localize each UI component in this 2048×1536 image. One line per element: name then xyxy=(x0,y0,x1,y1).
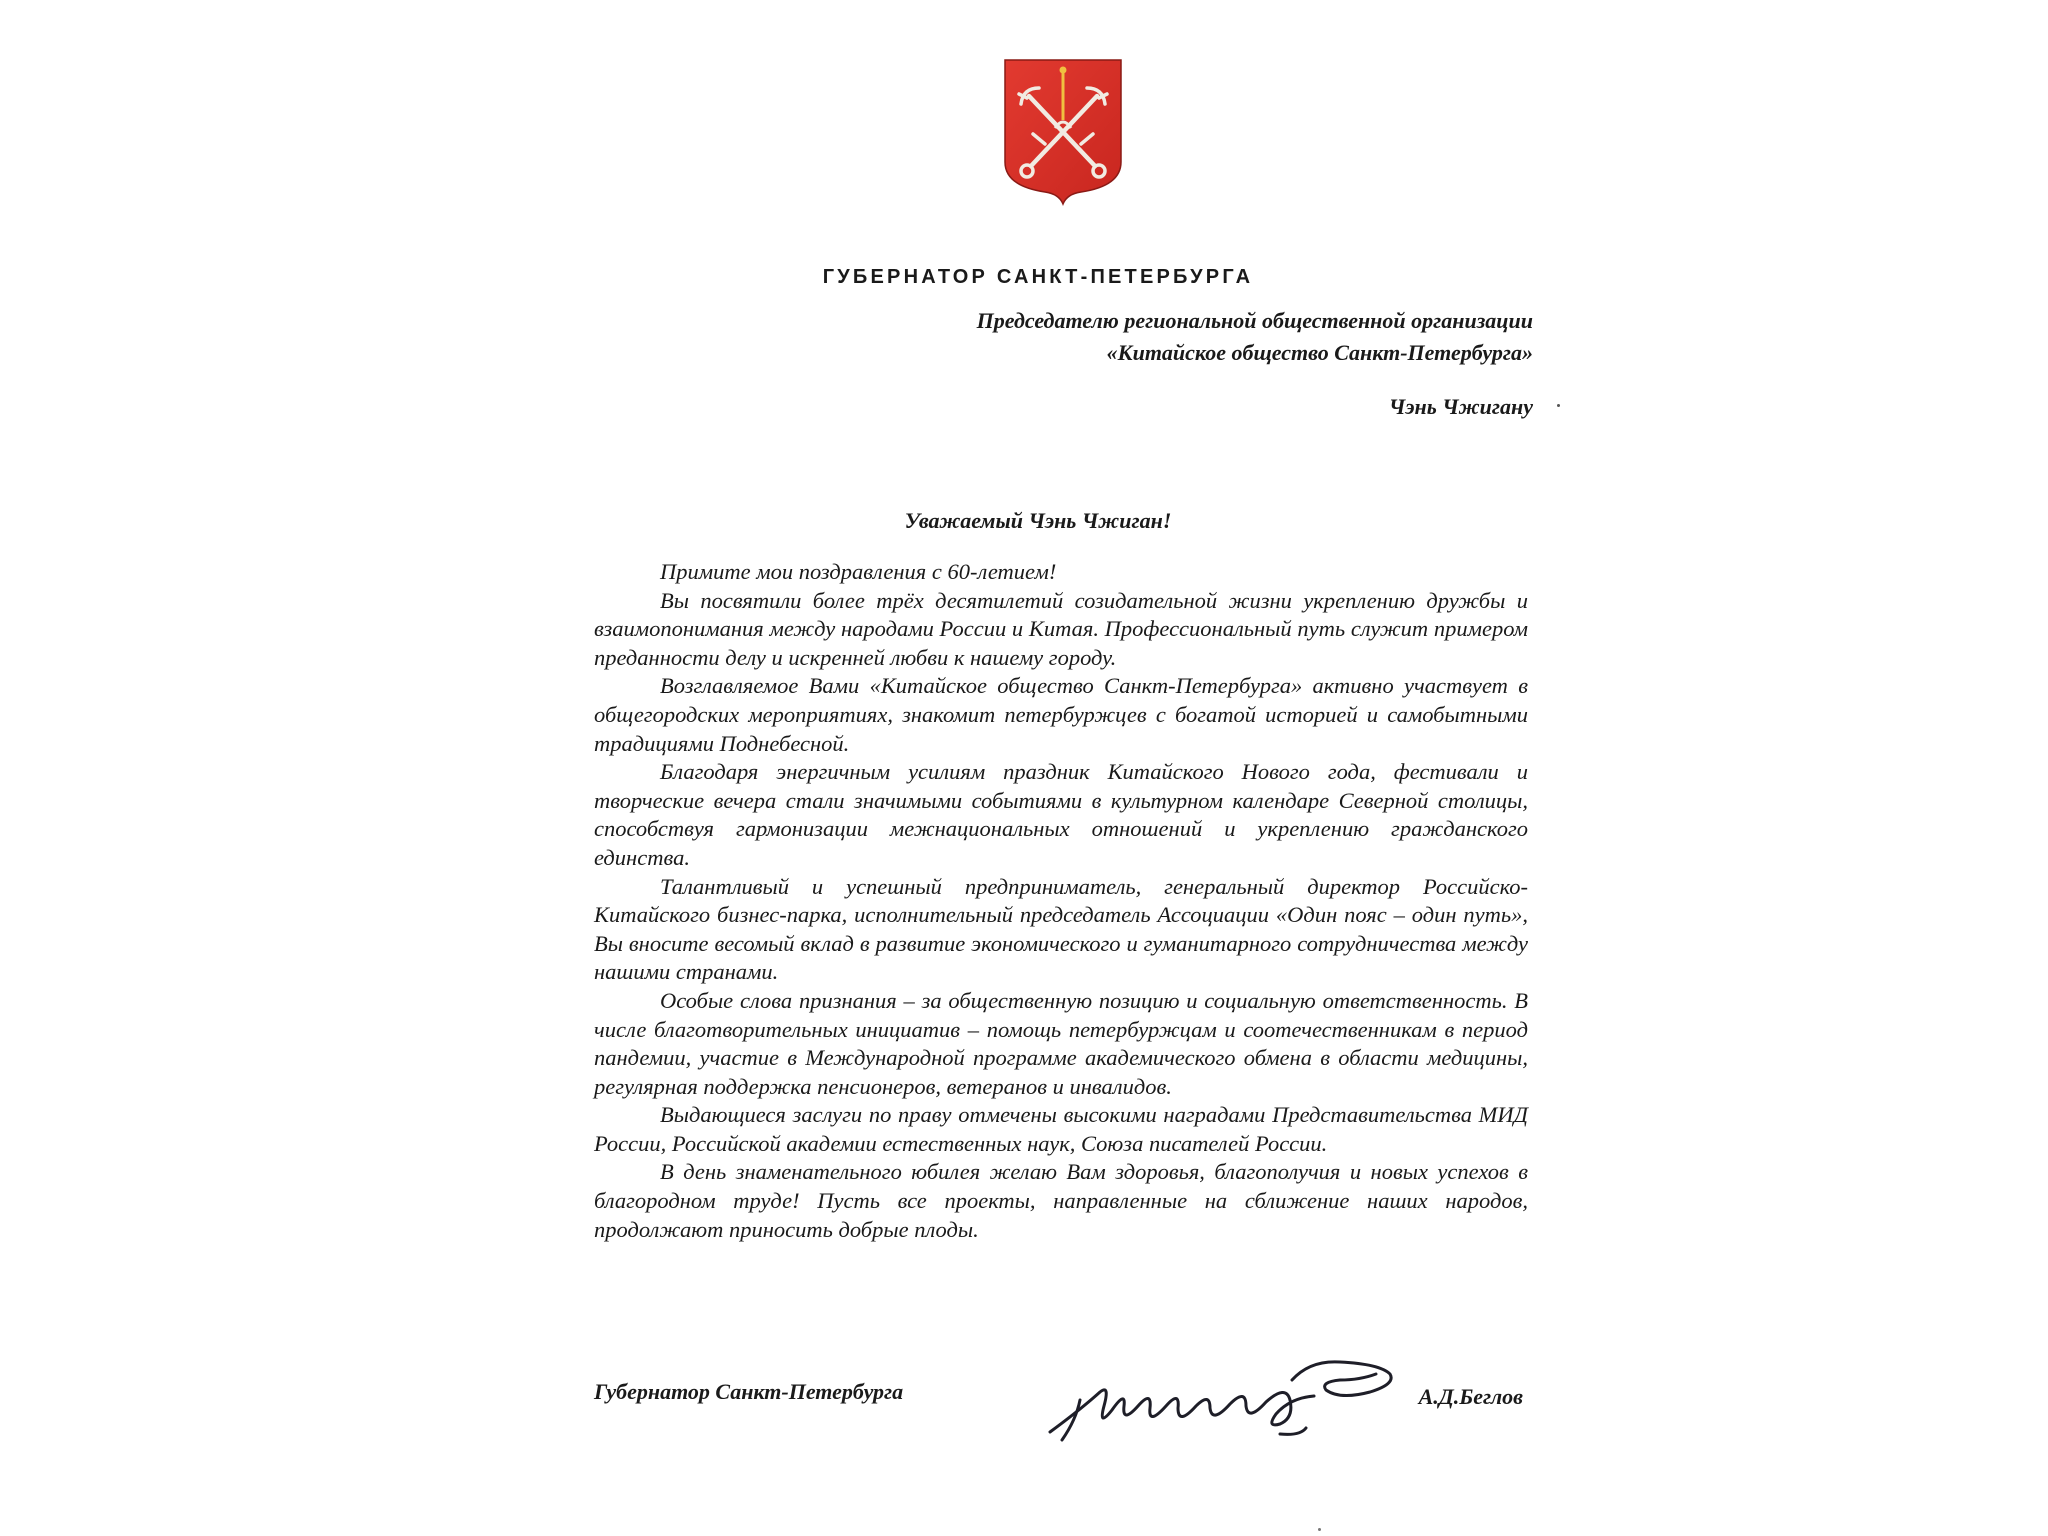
body-paragraph: Вы посвятили более трёх десятилетий созидательной жизни укреплению дружбы и взаимопонимания между народами России и Китая. Профессиональный путь служит примером преданности делу и искренней любви к нашему городу. xyxy=(594,587,1528,670)
body-paragraph: Благодаря энергичным усилиям праздник Китайского Нового года, фестивали и творческие вечера стали значимыми событиями в культурном календаре Северной столицы, способствуя гармонизации межнациональных отношений и укреплению гражданского единства. xyxy=(594,759,1528,870)
body-paragraph: Особые слова признания – за общественную позицию и социальную ответственность. В числе благотворительных инициатив – помощь петербуржцам и соотечественникам в период пандемии, участие в Международной программе академического обмена в области медицины, регулярная поддержка пенсионеров, ветеранов и инвалидов. xyxy=(594,987,1528,1099)
salutation: Уважаемый Чэнь Чжиган! xyxy=(904,508,1172,533)
scan-speck xyxy=(1557,404,1560,407)
body-paragraph: Возглавляемое Вами «Китайское общество Санкт-Петербурга» активно участвует в общегородских мероприятиях, знакомит петербуржцев с богатой историей и самобытными традициями Поднебесной. xyxy=(594,673,1528,756)
signer-name: А.Д.Беглов xyxy=(1418,1384,1523,1409)
office-title: ГУБЕРНАТОР САНКТ-ПЕТЕРБУРГА xyxy=(822,266,1254,288)
addressee-line-1: Председателю региональной общественной организации xyxy=(976,308,1533,333)
coat-of-arms-icon xyxy=(1003,58,1123,206)
signature-icon xyxy=(1040,1340,1430,1450)
addressee-name: Чэнь Чжигану xyxy=(1388,394,1533,419)
scan-speck xyxy=(1318,1528,1321,1531)
body-paragraph: Талантливый и успешный предприниматель, генеральный директор Российско-Китайского бизнес-парка, исполнительный председатель Ассоциации «Один пояс – один путь», Вы вносите весомый вклад в развитие экономического и гуманитарного сотрудничества между нашими странами. xyxy=(594,873,1528,985)
addressee-block xyxy=(977,305,1533,369)
signoff-title: Губернатор Санкт-Петербурга xyxy=(594,1379,904,1404)
body-paragraph: В день знаменательного юбилея желаю Вам здоровья, благополучия и новых успехов в благородном труде! Пусть все проекты, направленные на сближение наших народов, продолжают приносить добрые плоды. xyxy=(594,1159,1528,1242)
addressee-line-2: «Китайское общество Санкт-Петербурга» xyxy=(1106,340,1533,365)
body-paragraph: Примите мои поздравления с 60-летием! xyxy=(660,559,1057,584)
letter-body xyxy=(594,558,1528,1244)
body-paragraph: Выдающиеся заслуги по праву отмечены высокими наградами Представительства МИД России, Российской академии естественных наук, Союза писателей России. xyxy=(594,1102,1528,1156)
